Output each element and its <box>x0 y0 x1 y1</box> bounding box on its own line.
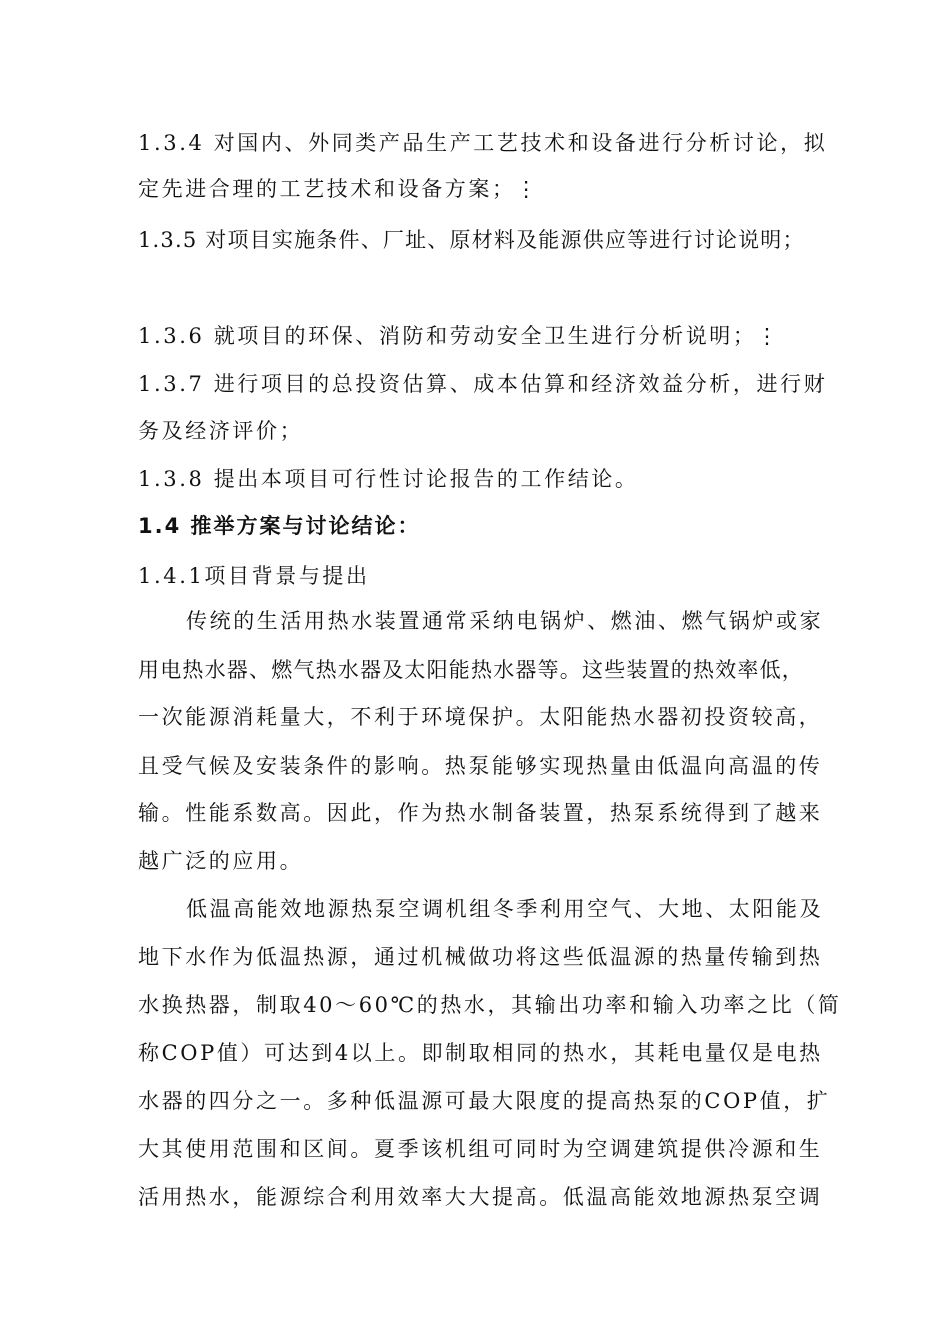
paragraph-2-line-2: 地下水作为低温热源，通过机械做功将这些低温源的热量传输到热 <box>138 945 823 969</box>
paragraph-1-line-3: 一次能源消耗量大，不利于环境保护。太阳能热水器初投资较高， <box>138 705 823 729</box>
paragraph-2-line-4: 称COP值）可达到4以上。即制取相同的热水，其耗电量仅是电热 <box>138 1041 823 1065</box>
section-heading-1-4: 1.4 推举方案与讨论结论： <box>138 514 421 538</box>
paragraph-2-line-1: 低温高能效地源热泵空调机组冬季利用空气、大地、太阳能及 <box>186 897 824 921</box>
paragraph-1-line-4: 且受气候及安装条件的影响。热泵能够实现热量由低温向高温的传 <box>138 754 823 778</box>
clause-1-3-8: 1.3.8 提出本项目可行性讨论报告的工作结论。 <box>138 467 639 491</box>
subsection-heading-1-4-1: 1.4.1项目背景与提出 <box>138 564 370 588</box>
paragraph-1-line-5: 输。性能系数高。因此，作为热水制备装置，热泵系统得到了越来 <box>138 801 823 825</box>
clause-1-3-4-line-2: 定先进合理的工艺技术和设备方案；⋮ <box>138 177 540 201</box>
clause-1-3-7-line-1: 1.3.7 进行项目的总投资估算、成本估算和经济效益分析，进行财 <box>138 372 828 396</box>
paragraph-2-line-6: 大其使用范围和区间。夏季该机组可同时为空调建筑提供冷源和生 <box>138 1137 823 1161</box>
paragraph-2-line-5: 水器的四分之一。多种低温源可最大限度的提高热泵的COP值，扩 <box>138 1089 831 1113</box>
paragraph-2-line-3: 水换热器，制取40～60℃的热水，其输出功率和输入功率之比（简 <box>138 993 842 1017</box>
clause-1-3-4-line-1: 1.3.4 对国内、外同类产品生产工艺技术和设备进行分析讨论，拟 <box>138 131 828 155</box>
clause-1-3-5: 1.3.5 对项目实施条件、厂址、原材料及能源供应等进行讨论说明； <box>138 228 805 252</box>
clause-1-3-7-line-2: 务及经济评价； <box>138 419 304 443</box>
paragraph-1-line-2: 用电热水器、燃气热水器及太阳能热水器等。这些装置的热效率低， <box>138 658 804 682</box>
paragraph-1-line-6: 越广泛的应用。 <box>138 849 304 873</box>
paragraph-2-line-7: 活用热水，能源综合利用效率大大提高。低温高能效地源热泵空调 <box>138 1185 823 1209</box>
paragraph-1-line-1: 传统的生活用热水装置通常采纳电锅炉、燃油、燃气锅炉或家 <box>186 609 824 633</box>
clause-1-3-6: 1.3.6 就项目的环保、消防和劳动安全卫生进行分析说明；⋮ <box>138 324 781 348</box>
